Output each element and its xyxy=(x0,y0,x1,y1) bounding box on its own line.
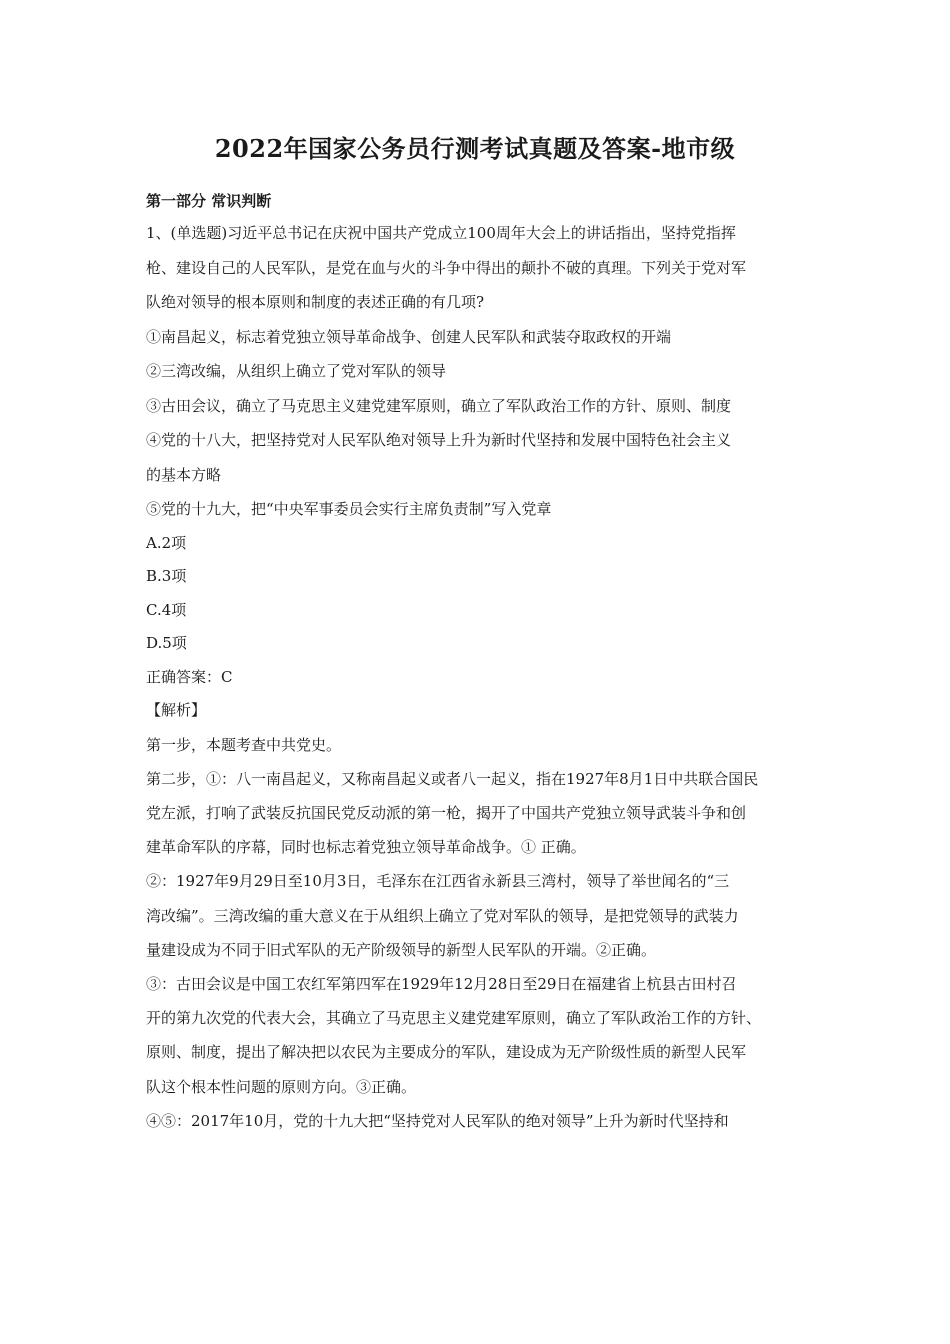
section-heading: 第一部分 常识判断 xyxy=(146,192,272,210)
analysis-line: 湾改编”。三湾改编的重大意义在于从组织上确立了党对军队的领导，是把党领导的武装力 xyxy=(146,906,739,925)
analysis-line: 开的第九次党的代表大会，其确立了马克思主义建党建军原则，确立了军队政治工作的方针、 xyxy=(146,1009,762,1028)
answer-line: 正确答案：C xyxy=(146,667,233,686)
option-d: D.5项 xyxy=(146,634,187,652)
document-body xyxy=(146,186,814,1138)
statement-line: ④党的十八大，把坚持党对人民军队绝对领导上升为新时代坚持和发展中国特色社会主义 xyxy=(146,431,732,449)
analysis-line: 队这个根本性问题的原则方向。③正确。 xyxy=(146,1077,417,1096)
analysis-line: 量建设成为不同于旧式军队的无产阶级领导的新型人民军队的开端。②正确。 xyxy=(146,940,657,959)
option-c: C.4项 xyxy=(146,600,187,619)
analysis-line: 建革命军队的序幕，同时也标志着党独立领导革命战争。① 正确。 xyxy=(146,838,586,857)
analysis-line: 党左派，打响了武装反抗国民党反动派的第一枪，揭开了中国共产党独立领导武装斗争和创 xyxy=(146,803,747,822)
statement-list xyxy=(146,320,814,527)
statement-line: ③古田会议，确立了马克思主义建党建军原则，确立了军队政治工作的方针、原则、制度 xyxy=(146,396,732,415)
analysis-line: 第二步，①：八一南昌起义，又称南昌起义或者八一起义，指在1927年8月1日中共联合国民 xyxy=(146,769,759,788)
analysis-line: 第一步，本题考查中共党史。 xyxy=(146,735,342,754)
question-stem-line: 1、(单选题)习近平总书记在庆祝中国共产党成立100周年大会上的讲话指出，坚持党指挥 xyxy=(146,224,736,242)
analysis-heading: 【解析】 xyxy=(146,701,207,719)
option-a: A.2项 xyxy=(146,533,187,552)
question-stem-line: 队绝对领导的根本原则和制度的表述正确的有几项? xyxy=(146,293,485,311)
statement-line: 的基本方略 xyxy=(146,465,222,484)
document-title: 2022年国家公务员行测考试真题及答案-地市级 xyxy=(214,134,736,163)
option-list xyxy=(146,527,814,728)
analysis-line: ③：古田会议是中国工农红军第四军在1929年12月28日至29日在福建省上杭县古田村召 xyxy=(146,974,737,993)
analysis-body xyxy=(146,728,814,1138)
analysis-line: ②：1927年9月29日至10月3日，毛泽东在江西省永新县三湾村，领导了举世闻名的“三 xyxy=(146,872,730,891)
option-b: B.3项 xyxy=(146,567,187,585)
analysis-line: 原则、制度，提出了解决把以农民为主要成分的军队，建设成为无产阶级性质的新型人民军 xyxy=(146,1043,747,1062)
question-stem xyxy=(146,216,814,320)
statement-line: ⑤党的十九大，把“中央军事委员会实行主席负责制”写入党章 xyxy=(146,500,552,518)
statement-line: ①南昌起义，标志着党独立领导革命战争、创建人民军队和武装夺取政权的开端 xyxy=(146,327,672,346)
analysis-line: ④⑤：2017年10月，党的十九大把“坚持党对人民军队的绝对领导”上升为新时代坚持和 xyxy=(146,1111,729,1130)
question-stem-line: 枪、建设自己的人民军队，是党在血与火的斗争中得出的颠扑不破的真理。下列关于党对军 xyxy=(146,258,747,277)
statement-line: ②三湾改编，从组织上确立了党对军队的领导 xyxy=(146,362,447,380)
